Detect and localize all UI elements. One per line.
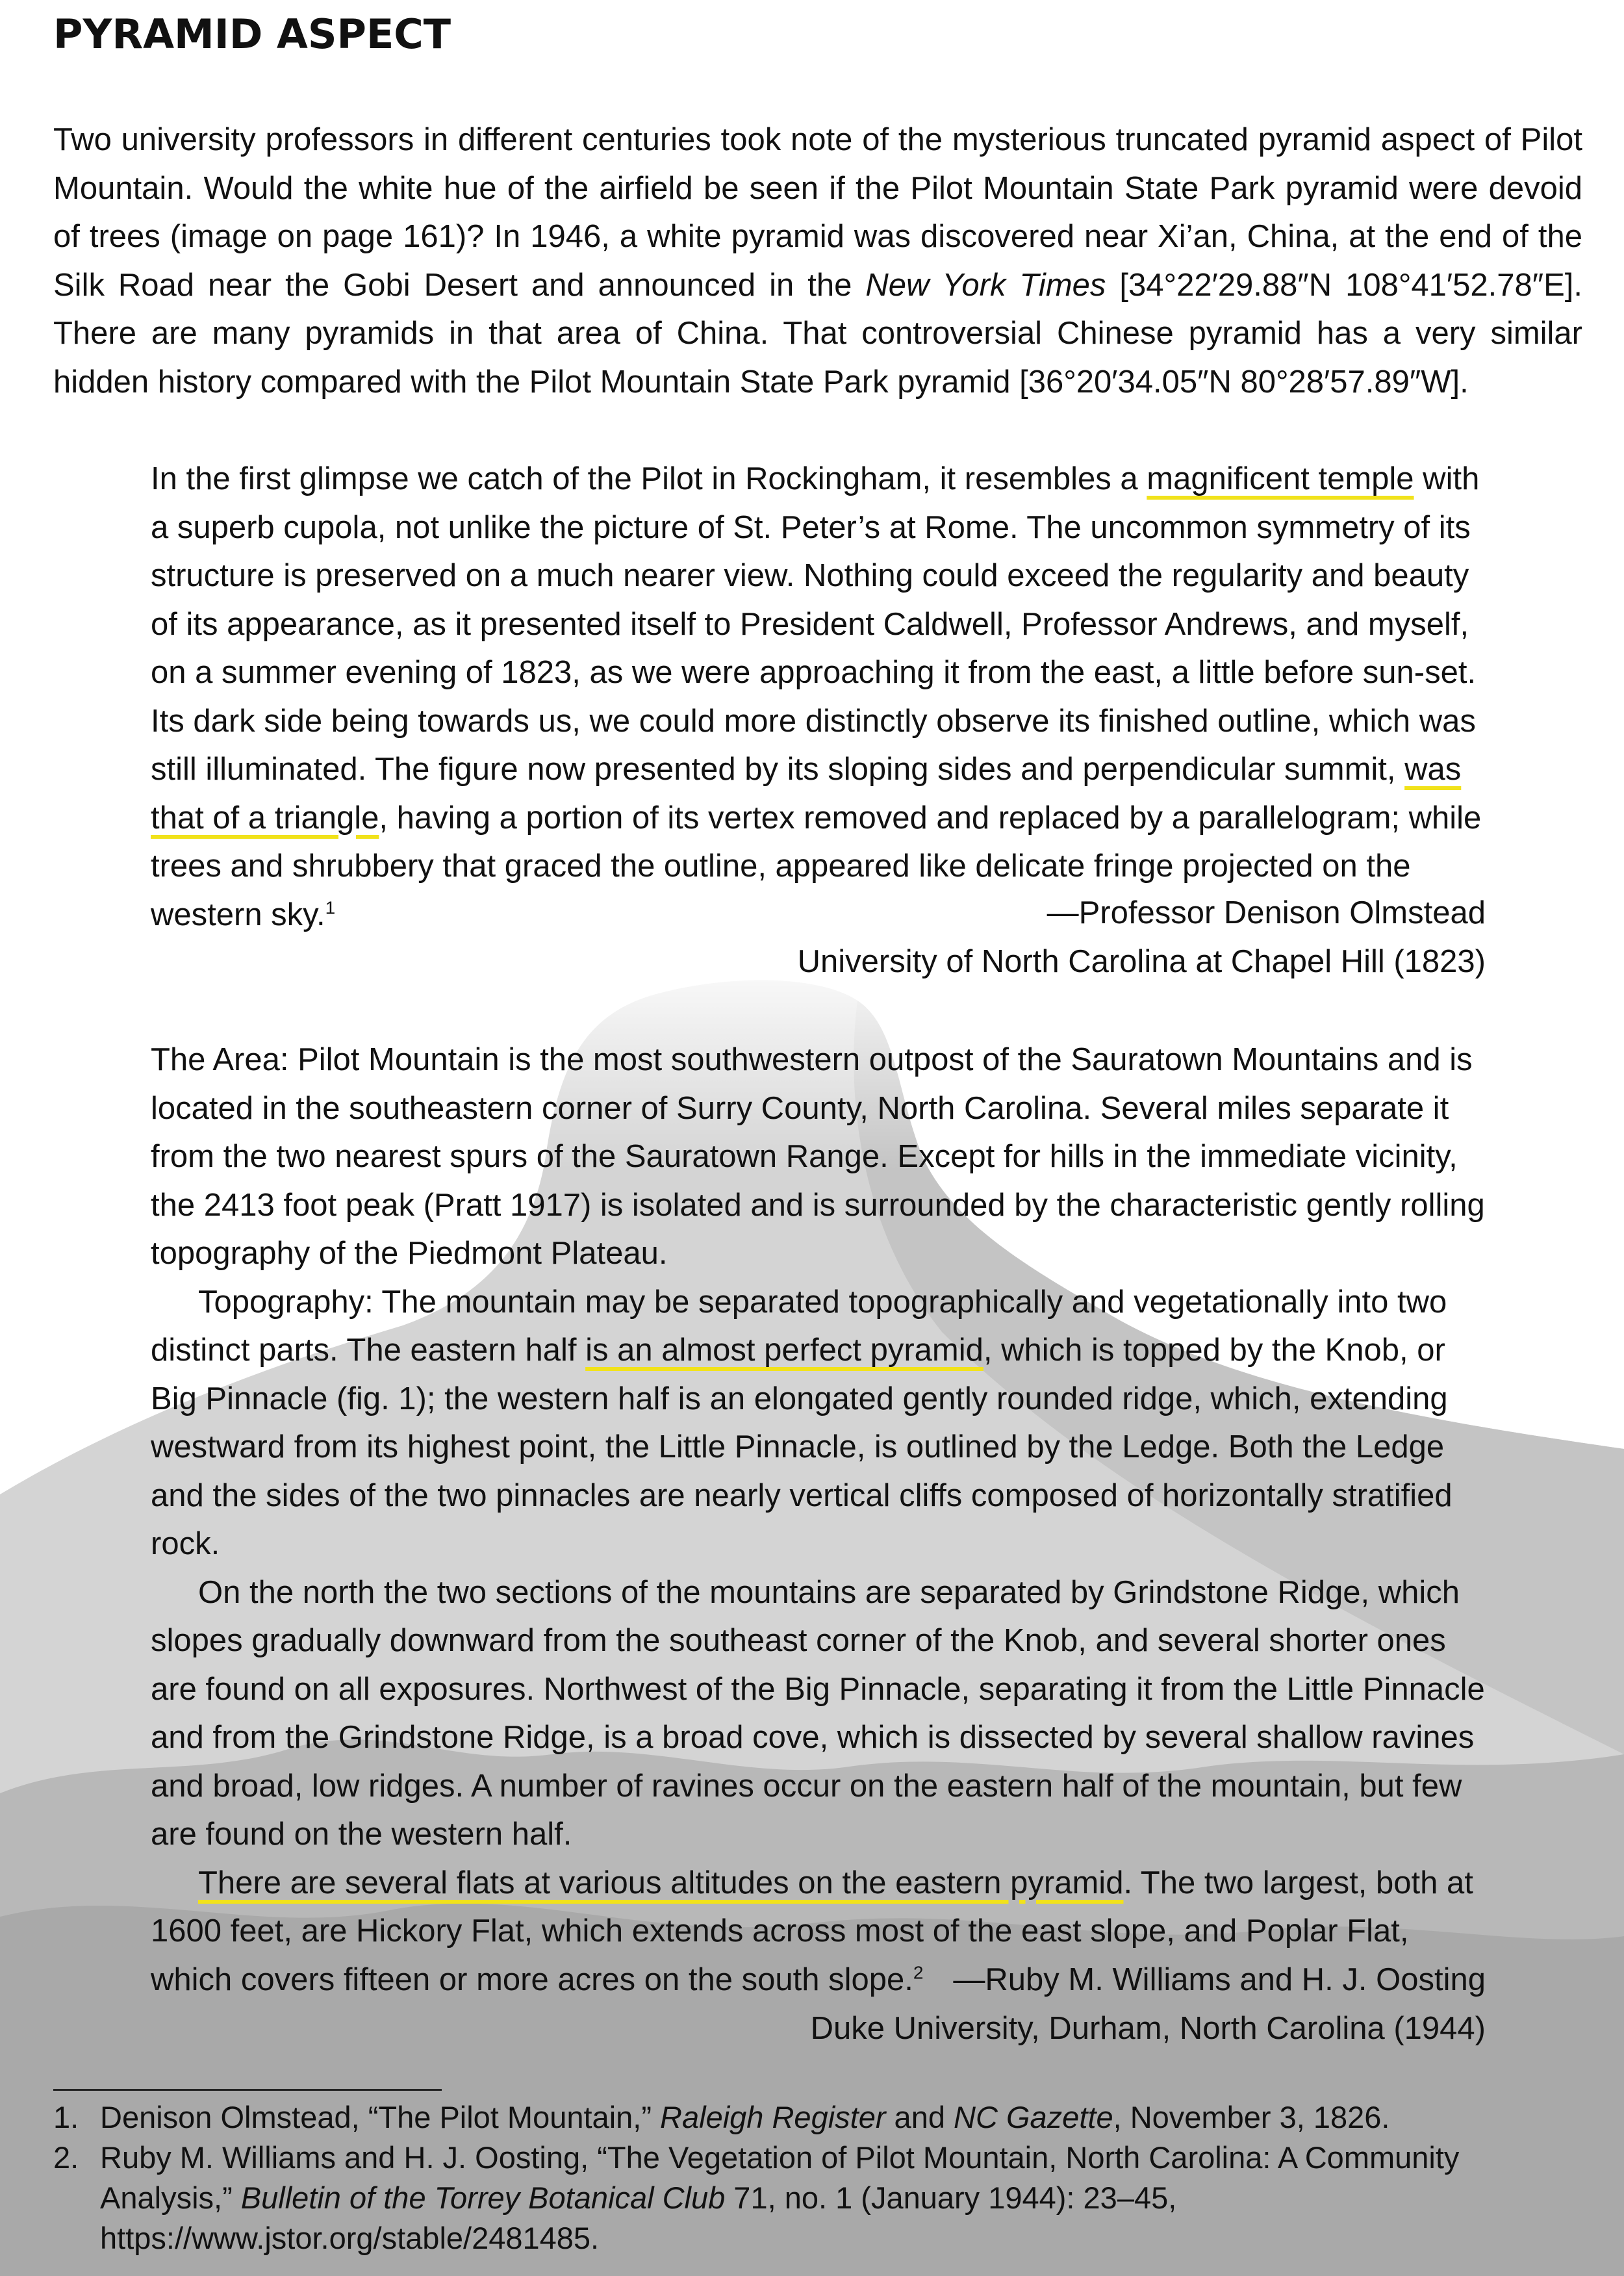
quote-paragraph: On the north the two sections of the mountains are separated by Grindstone Ridge, which slopes gradually downward from the southeast corner of the Knob, and several shorter ones are found on all exposures. Northwest of the Big Pinnacle, separating it from the Little Pinnacle and from the Grindstone Ridge, is a broad cove, which is dissected by several shallow ravines and broad, low ridges. A number of ravines occur on the eastern half of the mountain, but few are found on the western half. [151,1574,1485,1852]
quote-text: , having a portion of its vertex removed and replaced by a parallelogram; while trees and shrubbery that graced the outline, appeared like delicate fringe projected on the western sky. [151,800,1482,932]
olmstead-attribution [576,889,1486,986]
footnote-text: Denison Olmstead, “The Pilot Mountain,” [100,2100,661,2134]
quote-text: . The two largest, both at 1600 feet, are Hickory Flat, which extends across most of the east slope, and Poplar Flat, which covers fifteen or more acres on the south slope. [151,1865,1473,1997]
footnote-link[interactable]: 71, no. 1 (January 1944): 23–45, https://www.jstor.org/stable/2481485. [100,2180,1177,2255]
page-title: PYRAMID ASPECT [53,10,451,58]
footnotes [53,2097,1567,2258]
quote-paragraph [151,1278,1486,1568]
footnote-text: Ruby M. Williams and H. J. Oosting, “The Vegetation of Pilot Mountain, North Carolina: A Community Analysis,” [100,2140,1460,2215]
footnote-ref[interactable]: 1 [325,897,336,918]
footnote-ref[interactable]: 2 [913,1962,924,1983]
footnote-item [53,2097,1567,2138]
footnote-item [53,2138,1567,2258]
footnote-number: 2. [53,2140,79,2175]
footnote-italic: Raleigh Register [660,2100,886,2134]
quote-paragraph [151,455,1486,939]
attribution-name: —Ruby M. Williams and H. J. Oosting [953,1962,1486,1997]
williams-oosting-attribution [576,1956,1486,2052]
quote-text: In the first glimpse we catch of the Pilot in Rockingham, it resembles a [151,461,1147,496]
footnote-text: and [885,2100,954,2134]
olmstead-quote [151,455,1486,939]
attribution-name: —Professor Denison Olmstead [1047,895,1486,930]
footnote-number: 1. [53,2100,79,2134]
highlighted-phrase: is an almost perfect pyramid [585,1333,983,1368]
williams-oosting-quote [151,1036,1486,2004]
quote-text: , which is topped by the Knob, or Big Pinnacle (fig. 1); the western half is an elongated gently rounded ridge, which, extending westward from its highest point, the Little Pinnacle, is outlined by the Ledge. Both the Ledge and the sides of the two pinnacles are nearly vertical cliffs composed of horizontally stratified rock. [151,1333,1453,1561]
footnote-text: , November 3, 1826. [1113,2100,1390,2134]
quote-paragraph: The Area: Pilot Mountain is the most southwestern outpost of the Sauratown Mountains and is located in the southeastern corner of Surry County, North Carolina. Several miles separate it from the two nearest spurs of the Sauratown Range. Except for hills in the immediate vicinity, the 2413 foot peak (Pratt 1917) is isolated and is surrounded by the characteristic gently rolling topography of the Piedmont Plateau. [151,1042,1485,1271]
quote-text: Topography: The mountain may be separated topographically and vegetationally into two distinct parts. The eastern half [151,1284,1447,1368]
highlighted-phrase: There are several flats at various altitudes on the eastern pyramid [198,1865,1124,1900]
newspaper-title: New York Times [865,267,1106,303]
footnote-divider [53,2089,442,2091]
highlighted-phrase: magnificent temple [1147,461,1414,496]
quote-text: with a superb cupola, not unlike the picture of St. Peter’s at Rome. The uncommon symmetry of its structure is preserved on a much nearer view. Nothing could exceed the regularity and beauty of its appearance, as it presented itself to President Caldwell, Professor Andrews, and myself, on a summer evening of 1823, as we were approaching it from the east, a little before sun-set. Its dark side being towards us, we could more distinctly observe its finished outline, which was still illuminated. The figure now presented by its sloping sides and perpendicular summit, [151,461,1480,787]
footnote-italic: Bulletin of the Torrey Botanical Club [240,2180,726,2215]
attribution-place: Duke University, Durham, North Carolina (1944) [810,2010,1486,2046]
intro-paragraph [53,116,1582,406]
footnote-italic: NC Gazette [954,2100,1113,2134]
attribution-place: University of North Carolina at Chapel Hill (1823) [797,943,1486,979]
intro-text-part: Two university professors in different centuries took note of the mysterious truncated pyramid aspect of Pilot Mountain. Would the white hue of the airfield be seen if the Pilot Mountain State Park pyramid were devoid of trees (image on page 161)? In 1946, a white pyramid was discovered near Xi’an, China, at the end of the Silk Road near the Gobi Desert and announced in the [53,122,1582,303]
highlighted-phrase: was that of a triangle [151,752,1462,836]
intro-text-part: [34°22′29.88″N 108°41′52.78″E]. There are many pyramids in that area of China. That controversial Chinese pyramid has a very similar hidden history compared with the Pilot Mountain State Park pyramid [36°20′34.05″N 80°28′57.89″W]. [53,267,1582,400]
